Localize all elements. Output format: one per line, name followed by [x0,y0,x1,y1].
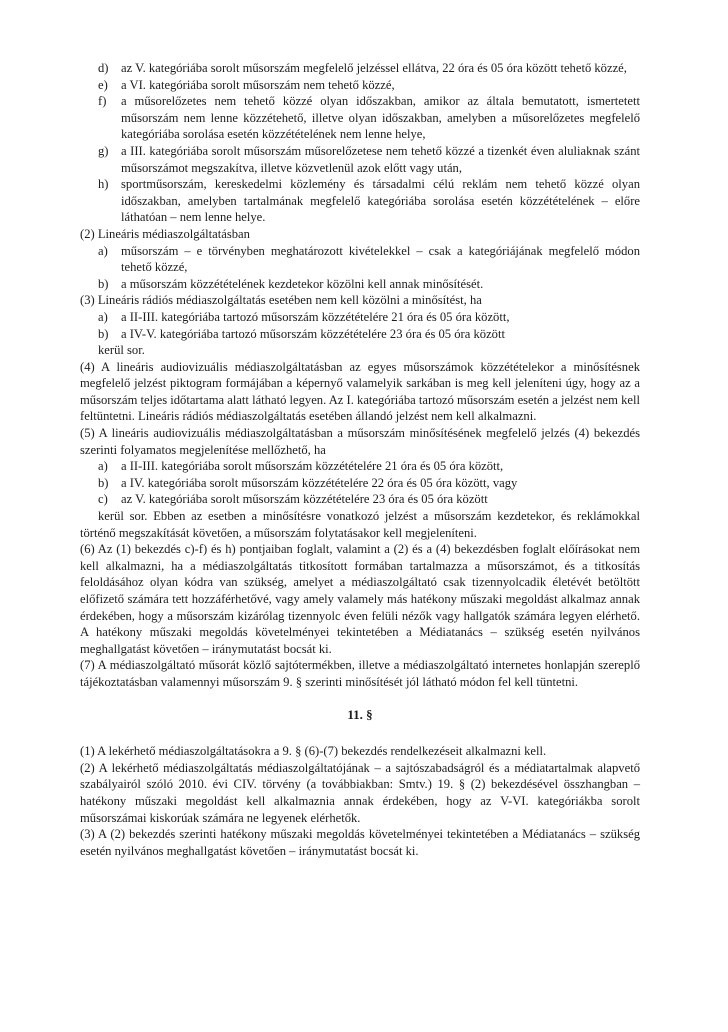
list-item-text: a III. kategóriába sorolt műsorszám műsorelőzetese nem tehető közzé a tizenkét éven aluliaknak szánt műsorszámot megszakítva, illetve közvetlenül azok előtt vagy után, [121,143,640,175]
list-item-d [98,60,640,77]
list-5 [80,458,640,508]
list-item-g [98,143,640,176]
document-body [80,60,640,859]
list-item-label: h) [98,177,109,192]
list-item-b [98,475,640,492]
list-item-b [98,326,640,343]
list-item-text: a IV-V. kategóriába tartozó műsorszám közzétételére 23 óra és 05 óra között [121,326,505,341]
paragraph-4: (4) A lineáris audiovizuális médiaszolgáltatásban az egyes műsorszámok közzétételekor a minősítésnek megfelelő jelzést piktogram formájában a képernyő valamelyik sarkában is meg kell jeleníteni úgy, hogy az a műsorszám teljes időtartama alatt látható legyen. Az I. kategóriába tartozó műsorszám esetén a jelzést nem kell feltüntetni. Lineáris rádiós médiaszolgáltatás esetében állandó jelzést nem kell alkalmazni. [80,359,640,424]
list-item-label: b) [98,326,109,341]
list-item-c [98,491,640,508]
list-item-label: f) [98,94,107,109]
list-item-label: a) [98,459,108,474]
list-3 [80,309,640,342]
list-item-text: a II-III. kategóriába tartozó műsorszám közzétételére 21 óra és 05 óra között, [121,309,510,324]
section-heading: 11. § [347,706,373,722]
list-item-label: g) [98,143,109,158]
list-item-h [98,176,640,226]
list-item-e [98,77,640,94]
list-item-text: a műsorelőzetes nem tehető közzé olyan időszakban, amikor az általa bemutatott, ismertetett műsorszám nem lenne közzétehető, illetve olyan időszakban, amelyben a műsorelőzetes megfelelő kategóriába sorolása esetén közzétételének nem lenne helye, [121,94,640,142]
paragraph-2-title: (2) Lineáris médiaszolgáltatásban [80,226,250,241]
list-item-text: sportműsorszám, kereskedelmi közlemény és társadalmi célú reklám nem tehető közzé olyan időszakban, amelyben tartalmának megfelelő kategóriába sorolása esetén közzétételének – előre láthatóan – nem lenne helye. [121,177,640,225]
list-item-f [98,93,640,143]
list-item-text: az V. kategóriába sorolt műsorszám megfelelő jelzéssel ellátva, 22 óra és 05 óra között tehető közzé, [121,61,627,75]
list-item-label: a) [98,309,108,324]
list-item-a [98,458,640,475]
list-item-label: b) [98,475,109,490]
list-2 [80,243,640,293]
list-1 [80,60,640,226]
list-item-label: a) [98,243,108,258]
list-item-text: az V. kategóriába sorolt műsorszám közzétételére 23 óra és 05 óra között [121,492,488,507]
list-item-text: a VI. kategóriába sorolt műsorszám nem tehető közzé, [121,77,395,92]
list-item-label: c) [98,492,108,507]
list-item-text: a IV. kategóriába sorolt műsorszám közzétételére 22 óra és 05 óra között, vagy [121,475,518,490]
list-item-text: a műsorszám közzétételének kezdetekor közölni kell annak minősítését. [121,276,484,291]
paragraph-3-tail: kerül sor. [98,343,145,358]
section-11-paragraph-2: (2) A lekérhető médiaszolgáltatás médiaszolgáltatójának – a sajtószabadságról és a médiatartalmak alapvető szabályairól szóló 2010. évi CIV. törvény (a továbbiakban: Smtv.) 19. § (2) bekezdésével összhangban – hatékony műszaki megoldást kell alkalmaznia annak érdekében, hogy az V-VI. kategóriákba sorolt műsorszámai kiskorúak számára ne legyenek elérhetők. [80,760,640,825]
list-item-label: e) [98,77,108,92]
list-item-b [98,276,640,293]
list-item-text: műsorszám – e törvényben meghatározott kivételekkel – csak a kategóriájának megfelelő módon tehető közzé, [121,243,640,275]
paragraph-6: (6) Az (1) bekezdés c)-f) és h) pontjaiban foglalt, valamint a (2) és a (4) bekezdésben foglalt előírásokat nem kell alkalmazni, ha a médiaszolgáltatás titkosított formában tartalmazza a műsorszámot, és a titkosítás feloldásához olyan kódra van szükség, amelyet a médiaszolgáltató csak tizennyolcadik életévét betöltött előfizető számára tett hozzáférhetővé, vagy amely valamely más hatékony műszaki megoldást alkalmaz annak érdekében, hogy a műsorszám kizárólag tizennyolc éven felüli nézők vagy hallgatók számára legyen elérhető. A hatékony műszaki megoldás követelményei tekintetében a Médiatanács – szükség esetén nyilvános meghallgatást követően – iránymutatást bocsát ki. [80,542,640,656]
paragraph-7: (7) A médiaszolgáltató műsorát közlő sajtótermékben, illetve a médiaszolgáltató internetes honlapján szereplő tájékoztatásban valamennyi műsorszám 9. § szerinti minősítését jól látható módon fel kell tüntetni. [80,658,640,689]
paragraph-5-tail: kerül sor. Ebben az esetben a minősítésre vonatkozó jelzést a műsorszám kezdetekor, és reklámokkal történő megszakítását követően, a műsorszám folytatásakor kell megjeleníteni. [80,509,640,540]
list-item-label: b) [98,276,109,291]
list-item-a [98,309,640,326]
section-11-paragraph-3: (3) A (2) bekezdés szerinti hatékony műszaki megoldás követelményei tekintetében a Médiatanács – szükség esetén nyilvános meghallgatást követően – iránymutatást bocsát ki. [80,827,640,858]
list-item-text: a II-III. kategóriába sorolt műsorszám közzétételére 21 óra és 05 óra között, [121,459,504,474]
list-item-a [98,243,640,276]
paragraph-5-title: (5) A lineáris audiovizuális médiaszolgáltatásban a műsorszám minősítésének megfelelő jelzés (4) bekezdés szerinti folyamatos megjelenítése mellőzhető, ha [80,426,640,457]
list-item-label: d) [98,61,109,75]
section-11-paragraph-1: (1) A lekérhető médiaszolgáltatásokra a 9. § (6)-(7) bekezdés rendelkezéseit alkalmazni kell. [80,744,547,759]
paragraph-3-title: (3) Lineáris rádiós médiaszolgáltatás esetében nem kell közölni a minősítést, ha [80,293,482,308]
